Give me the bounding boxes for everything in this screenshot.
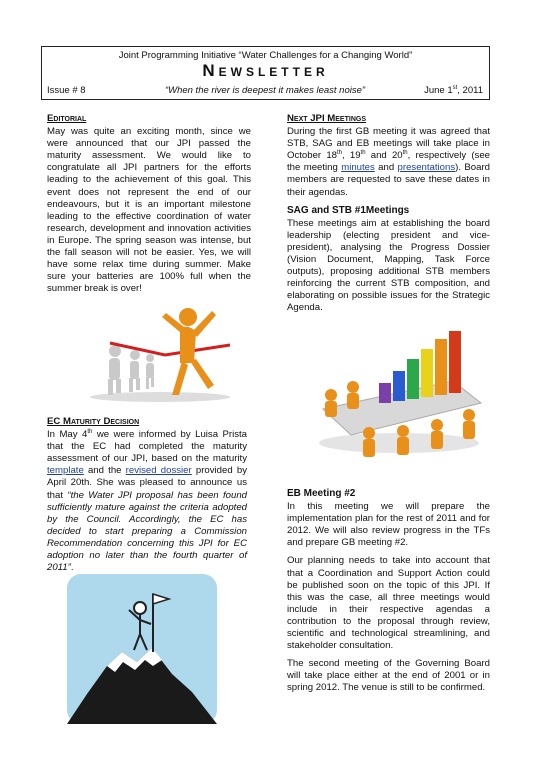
motto: “When the river is deepest it makes least noise”	[164, 85, 366, 96]
initiative-title: Joint Programming Initiative “Water Challenges for a Changing World”	[118, 50, 413, 61]
sag-stb-heading: SAG and STB #1Meetings	[287, 204, 410, 216]
eb-paragraph-1: In this meeting we will prepare the implementation plan for the rest of 2011 and for 2012. We will also review progress in the TFs and prepare GB meeting #2.	[287, 501, 490, 549]
sag-stb-body: These meetings aim at establishing the board leadership (electing president and vice-president), analysing the Progress Dossier (Vision Document, Mapping, Task Force outputs), proposing additional STB members reinforcing the current STB composition, and elaborating on possible issues for the Strategic Agenda.	[287, 217, 490, 314]
newsletter-header	[41, 46, 490, 100]
issue-date: June 1st, 2011	[424, 84, 483, 96]
eb-meeting-section	[287, 488, 490, 701]
issue-number: Issue # 8	[47, 85, 86, 96]
minutes-link[interactable]: minutes	[341, 162, 375, 174]
mountain-summit-illustration	[67, 574, 217, 724]
editorial-section	[47, 113, 251, 301]
eb-paragraph-3: The second meeting of the Governing Board will take place either at the end of 2001 or in spring 2012. The venue is still to be confirmed.	[287, 658, 490, 694]
editorial-heading: Editorial	[47, 113, 87, 124]
eb-paragraph-2: Our planning needs to take into account that that a Coordination and Support Action could be published soon on the topic of this JPI. If this was the case, all three meetings would include in their respective agendas a contribution to the proposal through review, scientific and technological streamlining, and stakeholder consultation.	[287, 555, 490, 652]
editorial-body: May was quite an exciting month, since we were announced that our JPI passed the maturity assessment. We would like to congratulate all JPI partners for the efforts leading to the achievement of this goal. This event does not represent the end of our endeavours, but it is an important milestone leading to the effective coordination of water research, development and innovation activities in Europe. The spring season was intense, but the fall season will not be easier. Yes, we will have some relax time during summer. Make sure your batteries are 100% full when the summer break is over!	[47, 126, 251, 295]
race-winner-illustration	[80, 303, 235, 403]
meeting-table-illustration	[313, 331, 485, 471]
next-meetings-heading: Next JPI Meetings	[287, 113, 366, 124]
eb-meeting-heading: EB Meeting #2	[287, 488, 356, 499]
ec-maturity-heading: EC Maturity Decision	[47, 416, 140, 427]
template-link[interactable]: template	[47, 465, 84, 477]
ec-maturity-body: In May 4th we were informed by Luisa Prista that the EC had completed the maturity assessment of our JPI, based on the maturity template and the revised dossier provided by April 20th. She was pleased to announce us that “the Water JPI proposal has been found sufficiently mature against the criteria adopted by the Council. Accordingly, the EC has decided to start preparing a Commission Recommendation concerning this JPI for EC adoption no later than the fourth quarter of 2011”.	[47, 428, 248, 574]
revised-dossier-link[interactable]: revised dossier	[125, 465, 192, 477]
next-meetings-section	[287, 113, 490, 321]
ec-maturity-section	[47, 416, 247, 580]
newsletter-title: Newsletter	[202, 61, 329, 80]
presentations-link[interactable]: presentations	[397, 162, 456, 174]
next-meetings-body: During the first GB meeting it was agreed that STB, SAG and EB meetings will take place in October 18th, 19th and 20th, respectively (see the meeting minutes and presentations). Board members are requested to save these dates in their agendas.	[287, 126, 490, 198]
